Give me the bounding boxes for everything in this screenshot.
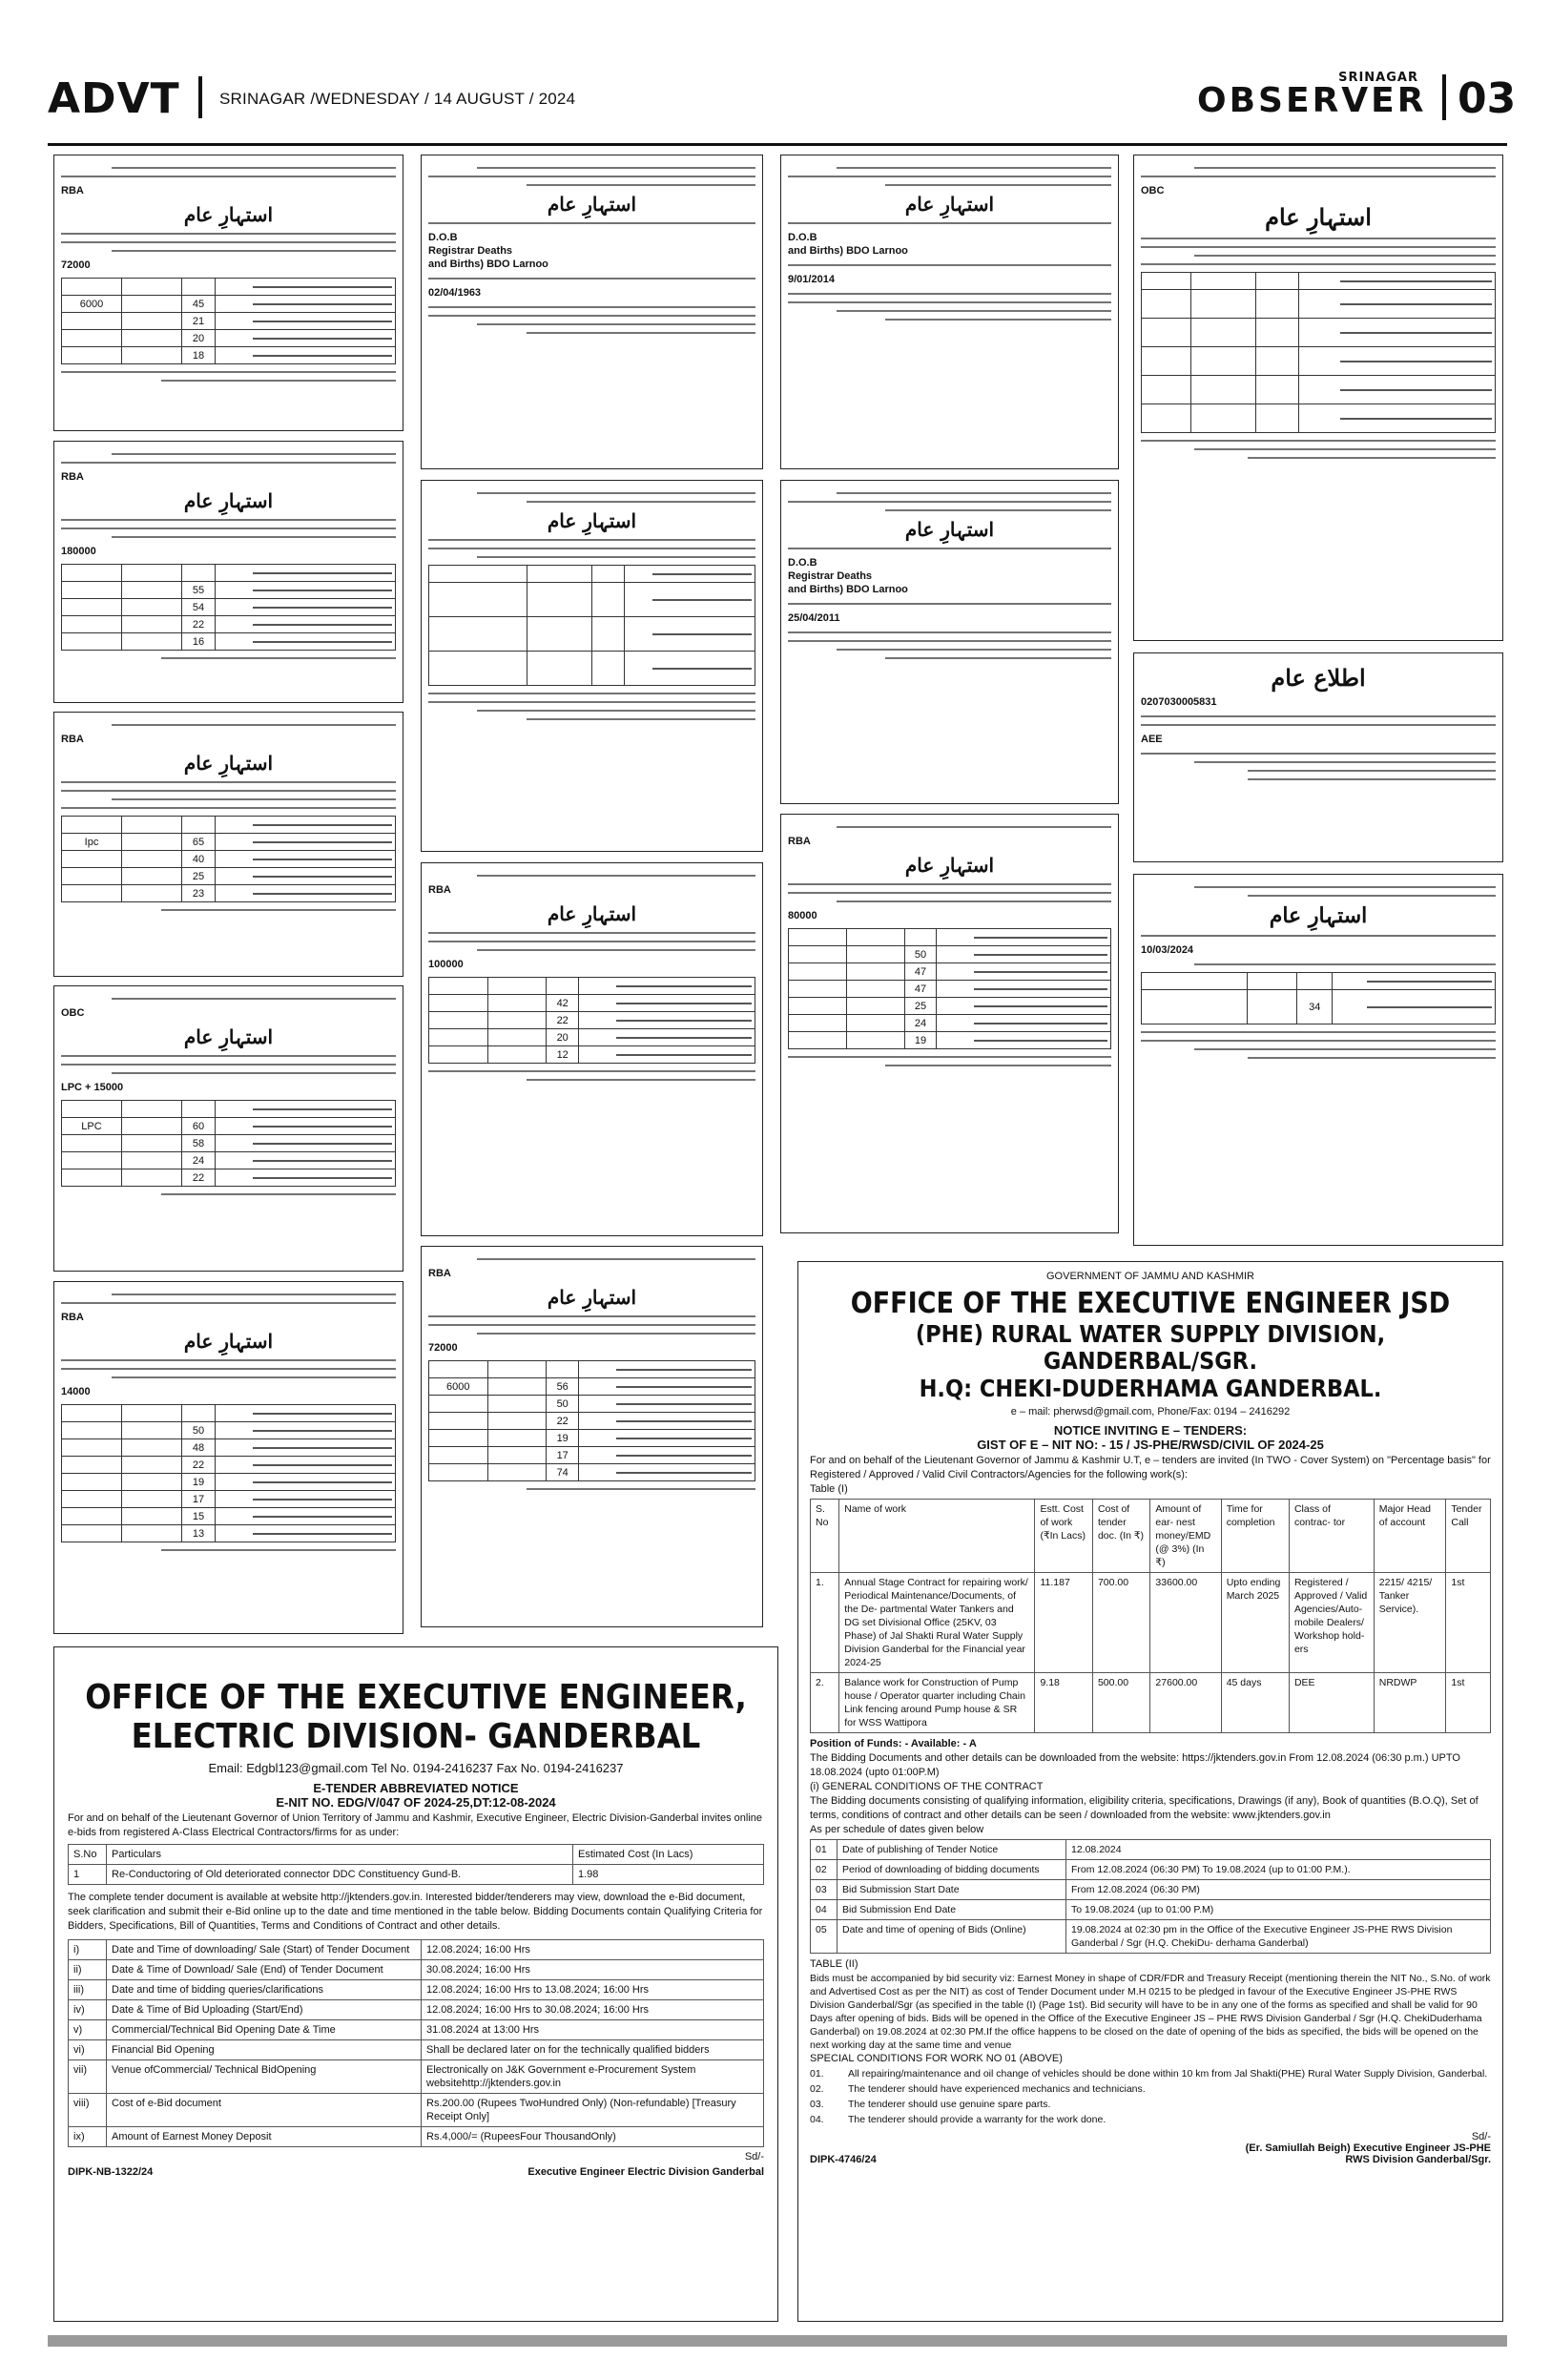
masthead-divider	[198, 76, 202, 118]
latin-fragment: OBC	[1141, 185, 1165, 197]
cell: 1	[69, 1864, 107, 1884]
cell: Date and Time of downloading/ Sale (Start) of Tender Document	[107, 1939, 422, 1959]
latin-fragment: D.O.B	[428, 232, 458, 243]
latin-fragment: 74	[547, 1464, 579, 1481]
schedule-row	[69, 2093, 764, 2126]
cell: 12.08.2024; 16:00 Hrs to 13.08.2024; 16:00 Hrs	[422, 1979, 764, 1999]
schedule-row	[811, 1899, 1491, 1919]
latin-fragment: 10/03/2024	[1141, 944, 1194, 956]
cell: 05	[811, 1919, 838, 1953]
urdu-table	[61, 564, 396, 651]
col-header: S. No	[811, 1499, 839, 1572]
latin-fragment: 65	[182, 834, 216, 851]
schedule-row	[811, 1859, 1491, 1879]
latin-fragment: RBA	[61, 185, 84, 197]
cell: 12.08.2024; 16:00 Hrs	[422, 1939, 764, 1959]
urdu-notice: RBA استہارِ عام 14000 50 48 22 19 17 15 13	[53, 1281, 403, 1634]
latin-fragment: 50	[182, 1422, 216, 1439]
condition-number: 02.	[810, 2082, 824, 2095]
signatory: (Er. Samiullah Beigh) Executive Engineer JS-PHE	[1245, 2142, 1491, 2154]
govt-line: GOVERNMENT OF JAMMU AND KASHMIR	[1046, 1271, 1254, 1282]
latin-fragment: 20	[547, 1029, 579, 1046]
latin-fragment: 22	[182, 616, 216, 633]
cell: 30.08.2024; 16:00 Hrs	[422, 1959, 764, 1979]
cell: Electronically on J&K Government e-Procurement System websitehttp://jktenders.gov.in	[422, 2059, 764, 2093]
condition-text: The tenderer should have experienced mechanics and technicians.	[848, 2082, 1146, 2095]
cell: Cost of e-Bid document	[107, 2093, 422, 2126]
col-header: Class of contrac- tor	[1289, 1499, 1374, 1572]
cell: Date and time of bidding queries/clarifications	[107, 1979, 422, 1999]
sd-mark: Sd/-	[744, 2150, 764, 2163]
urdu-table	[1141, 972, 1496, 1024]
latin-fragment: 47	[904, 963, 937, 981]
latin-fragment: 50	[547, 1396, 579, 1413]
cell: Date & Time of Bid Uploading (Start/End)	[107, 1999, 422, 2019]
schedule-row	[811, 1879, 1491, 1899]
schedule-table	[68, 1939, 764, 2147]
schedule-label: As per schedule of dates given below	[810, 1823, 984, 1835]
intro-para: For and on behalf of the Lieutenant Governor of Jammu & Kashmir U.T, e – tenders are invited (In TWO - Cover System) on "Percentage basis" for Registered / Approved / Valid Civil Contractors/Agencies for the following work(s):	[810, 1454, 1491, 1480]
gist-line: GIST OF E – NIT NO: - 15 / JS-PHE/RWSD/CIVIL OF 2024-25	[977, 1437, 1324, 1452]
page-number: 03	[1458, 74, 1517, 123]
cell: 03	[811, 1879, 838, 1899]
notice-title: H.Q: CHEKI-DUDERHAMA GANDERBAL.	[919, 1375, 1382, 1402]
table-row	[811, 1572, 1491, 1672]
cell: Date and time of opening of Bids (Online)	[838, 1919, 1066, 1953]
col-header: Tender Call	[1446, 1499, 1491, 1572]
download-line: The Bidding Documents and other details can be downloaded from the website: https://jktenders.gov.in From 12.08.2024 (06:30 p.m.) UPTO 18.08.2024 (upto 01:00P.M)	[810, 1751, 1460, 1778]
condition-number: 01.	[810, 2067, 824, 2080]
cell: Re-Conductoring of Old deteriorated connector DDC Constituency Gund-B.	[107, 1864, 573, 1884]
jsd-phe-tender-notice	[797, 1261, 1503, 2322]
col-header: Time for completion	[1221, 1499, 1289, 1572]
latin-fragment: 100000	[428, 959, 464, 970]
latin-fragment: 02/04/1963	[428, 287, 482, 299]
notice-title: (PHE) RURAL WATER SUPPLY DIVISION, GANDERBAL/SGR.	[915, 1319, 1386, 1376]
urdu-table	[428, 1360, 755, 1481]
latin-fragment: 19	[182, 1474, 216, 1491]
latin-fragment: 50	[904, 946, 937, 963]
cell: 01	[811, 1839, 838, 1859]
cell: Date & Time of Download/ Sale (End) of Tender Document	[107, 1959, 422, 1979]
urdu-notice: استہارِ عام 10/03/2024 34	[1133, 874, 1503, 1246]
col-header: S.No	[69, 1844, 107, 1864]
schedule-row	[69, 1959, 764, 1979]
cell: 500.00	[1092, 1672, 1149, 1732]
sd-mark: Sd/-	[1471, 2130, 1491, 2142]
table-row	[811, 1672, 1491, 1732]
latin-fragment: RBA	[428, 1268, 451, 1279]
section-label: ADVT	[48, 74, 180, 123]
urdu-table	[61, 1404, 396, 1542]
latin-fragment: 9/01/2014	[788, 274, 835, 285]
brand-logo	[1197, 71, 1427, 120]
cell: 1st	[1446, 1572, 1491, 1672]
cell: Shall be declared later on for the technically qualified bidders	[422, 2039, 764, 2059]
latin-fragment: 58	[182, 1135, 216, 1152]
works-table	[810, 1499, 1491, 1733]
cell: 9.18	[1035, 1672, 1092, 1732]
intro-para: For and on behalf of the Lieutenant Governor of Union Territory of Jammu and Kashmir, Executive Engineer, Electric Division-Ganderbal invites online e-bids from registered A-Class Electrical Contractors/firms for as under:	[68, 1811, 763, 1838]
dateline: SRINAGAR /WEDNESDAY / 14 AUGUST / 2024	[219, 90, 576, 108]
condition-text: The tenderer should provide a warranty for the work done.	[848, 2113, 1106, 2125]
cell: v)	[69, 2019, 107, 2039]
cell: 1.	[811, 1572, 839, 1672]
urdu-table	[788, 928, 1111, 1049]
table-header-row	[811, 1499, 1491, 1572]
special-label: SPECIAL CONDITIONS FOR WORK NO 01 (ABOVE)	[810, 2052, 1063, 2064]
signatory: RWS Division Ganderbal/Sgr.	[1345, 2153, 1491, 2165]
latin-fragment: and Births) BDO Larnoo	[428, 259, 548, 270]
urdu-table	[428, 977, 755, 1064]
latin-fragment: 22	[547, 1413, 579, 1430]
cell: Rs.4,000/= (RupeesFour ThousandOnly)	[422, 2126, 764, 2146]
urdu-notice: استہارِ عام	[421, 480, 763, 852]
latin-fragment: 19	[547, 1430, 579, 1447]
latin-fragment: 45	[182, 296, 216, 313]
col-header: Amount of ear- nest money/EMD (@ 3%) (In ₹)	[1150, 1499, 1221, 1572]
latin-fragment: 80000	[788, 910, 817, 921]
urdu-notice: استہارِ عام D.O.B Registrar Deaths and Births) BDO Larnoo 25/04/2011	[780, 480, 1119, 804]
masthead	[48, 71, 1517, 132]
schedule-row	[69, 2059, 764, 2093]
urdu-notice: RBA استہارِ عام 180000 55 54 22 16	[53, 441, 403, 703]
latin-fragment: RBA	[61, 734, 84, 745]
latin-fragment: 24	[182, 1152, 216, 1169]
brand-top: SRINAGAR	[1338, 71, 1418, 85]
position-of-funds: Position of Funds: - Available: - A	[810, 1737, 977, 1749]
latin-fragment: 25	[182, 868, 216, 885]
col-header: Estimated Cost (In Lacs)	[573, 1844, 764, 1864]
cell: Annual Stage Contract for repairing work/ Periodical Maintenance/Documents, of the De- partmental Water Tankers and DG set Divisional Office (25KV, 03 Phase) of Jal Shakti Rural Water Supply Division Ganderbal for the Financial year 2024-25	[839, 1572, 1035, 1672]
cell: vii)	[69, 2059, 107, 2093]
urdu-notice: استہارِ عام D.O.B Registrar Deaths and Births) BDO Larnoo 02/04/1963	[421, 155, 763, 469]
cell: Bid Submission Start Date	[838, 1879, 1066, 1899]
latin-fragment: 19	[904, 1032, 937, 1049]
latin-fragment: 47	[904, 981, 937, 998]
latin-fragment: 55	[182, 582, 216, 599]
urdu-notice: RBA استہارِ عام Ipc 65 40 25 23	[53, 712, 403, 977]
notice-type: NOTICE INVITING E – TENDERS:	[1053, 1422, 1248, 1438]
cell: i)	[69, 1939, 107, 1959]
condition-text: The tenderer should use genuine spare parts.	[848, 2098, 1051, 2110]
masthead-divider	[1442, 74, 1446, 120]
cell: 2215/ 4215/ Tanker Service).	[1374, 1572, 1446, 1672]
latin-fragment: 18	[182, 347, 216, 364]
latin-fragment: RBA	[61, 471, 84, 483]
cell: DEE	[1289, 1672, 1374, 1732]
latin-fragment: 54	[182, 599, 216, 616]
cell: 11.187	[1035, 1572, 1092, 1672]
cell: From 12.08.2024 (06:30 PM) To 19.08.2024 (up to 01:00 P.M.).	[1066, 1859, 1491, 1879]
latin-fragment: 25/04/2011	[788, 612, 840, 624]
latin-fragment: 0207030005831	[1141, 696, 1217, 708]
urdu-notice: OBC استہارِ عام	[1133, 155, 1503, 641]
table2-label: TABLE (II)	[810, 1957, 858, 1970]
condition-number: 03.	[810, 2098, 824, 2110]
latin-fragment: LPC + 15000	[61, 1082, 124, 1093]
latin-fragment: 16	[182, 633, 216, 651]
cell: viii)	[69, 2093, 107, 2126]
dipk-ref: DIPK-NB-1322/24	[68, 2165, 154, 2178]
urdu-notice: RBA استہارِ عام 72000 6000 45 21 20 18	[53, 155, 403, 431]
latin-fragment: OBC	[61, 1007, 85, 1019]
cell: 27600.00	[1150, 1672, 1221, 1732]
cell: 12.08.2024; 16:00 Hrs to 30.08.2024; 16:00 Hrs	[422, 1999, 764, 2019]
cell: Date of publishing of Tender Notice	[838, 1839, 1066, 1859]
urdu-notice: OBC استہارِ عام LPC + 15000 LPC 60 58 24 22	[53, 985, 403, 1272]
urdu-table	[61, 278, 396, 364]
cell: Venue ofCommercial/ Technical BidOpening	[107, 2059, 422, 2093]
bids-para: Bids must be accompanied by bid security viz: Earnest Money in shape of CDR/FDR and Treasury Receipt (mentioning therein the NIT No., S.No. of work and Advertised Cost as per the NIT) as cost of Tender Document under M.H 0215 to be pledged in favour of the Executive Engineer JS-PHE RWS Division Ganderbal/Sgr (as specified in the table (I) (Page 1st). Bid security will have to be in any one of the forms as specified and shall be valid for 90 Days after opening of bids. Bids will be opened in the Office of the Executive Engineer JS – PHE RWS Division Ganderbal / Sgr (H.Q. ChekiDuderhama Ganderbal) on 19.08.2024 at 02:30 PM.If the office happens to be closed on the date of opening of the bids as specified, the bids will be opened on the next working day at the same time and venue	[810, 1972, 1491, 2051]
latin-fragment: 17	[182, 1491, 216, 1508]
cell: 45 days	[1221, 1672, 1289, 1732]
latin-fragment: Ipc	[62, 834, 122, 851]
latin-fragment: RBA	[61, 1312, 84, 1323]
notice-title: OFFICE OF THE EXECUTIVE ENGINEER JSD	[850, 1287, 1451, 1320]
signatory: Executive Engineer Electric Division Ganderbal	[527, 2165, 764, 2178]
condition-text: All repairing/maintenance and oil change of vehicles should be done within 10 km from Jal Shakti(PHE) Rural Water Supply Division, Ganderbal.	[848, 2067, 1488, 2080]
latin-fragment: 17	[547, 1447, 579, 1464]
latin-fragment: 24	[904, 1015, 937, 1032]
latin-fragment: 72000	[61, 259, 91, 271]
schedule-row	[69, 1979, 764, 1999]
cell: NRDWP	[1374, 1672, 1446, 1732]
footer-rule	[48, 2335, 1507, 2347]
latin-fragment: RBA	[788, 836, 811, 847]
schedule-row	[69, 1999, 764, 2019]
col-header: Estt. Cost of work (₹In Lacs)	[1035, 1499, 1092, 1572]
schedule-table	[810, 1839, 1491, 1954]
latin-fragment: 48	[182, 1439, 216, 1457]
special-condition	[810, 2081, 1491, 2097]
dipk-ref: DIPK-4746/24	[810, 2153, 877, 2165]
latin-fragment: 25	[904, 998, 937, 1015]
cell: iv)	[69, 1999, 107, 2019]
cell: Financial Bid Opening	[107, 2039, 422, 2059]
latin-fragment: D.O.B	[788, 557, 817, 569]
special-condition	[810, 2112, 1491, 2127]
cell: iii)	[69, 1979, 107, 1999]
nit-number: E-NIT NO. EDG/V/047 OF 2024-25,DT:12-08-2024	[276, 1794, 556, 1810]
cell: Bid Submission End Date	[838, 1899, 1066, 1919]
latin-fragment: 22	[547, 1012, 579, 1029]
cell: 1st	[1446, 1672, 1491, 1732]
notice-title: ELECTRIC DIVISION- GANDERBAL	[131, 1717, 701, 1757]
latin-fragment: 14000	[61, 1386, 91, 1397]
cell: Rs.200.00 (Rupees TwoHundred Only) (Non-refundable) [Treasury Receipt Only]	[422, 2093, 764, 2126]
urdu-notice: اطلاع عام 0207030005831 AEE	[1133, 652, 1503, 862]
cell: From 12.08.2024 (06:30 PM)	[1066, 1879, 1491, 1899]
latin-fragment: 40	[182, 851, 216, 868]
latin-fragment: 22	[182, 1457, 216, 1474]
latin-fragment: 20	[182, 330, 216, 347]
cell: ii)	[69, 1959, 107, 1979]
documents-line: The Bidding documents consisting of qualifying information, eligibility criteria, specifications, Drawings (if any), Book of quantities (B.O.Q), Set of terms, conditions of contract and other details can be seen / downloaded from the website: www.jktenders.gov.in	[810, 1794, 1479, 1821]
col-header: Name of work	[839, 1499, 1035, 1572]
schedule-row	[69, 2039, 764, 2059]
cell: Period of downloading of bidding documents	[838, 1859, 1066, 1879]
notice-type: E-TENDER ABBREVIATED NOTICE	[313, 1780, 519, 1795]
col-header: Particulars	[107, 1844, 573, 1864]
cell: Commercial/Technical Bid Opening Date & Time	[107, 2019, 422, 2039]
contact-line: e – mail: pherwsd@gmail.com, Phone/Fax: 0194 – 2416292	[1010, 1405, 1291, 1418]
latin-fragment: 60	[182, 1118, 216, 1135]
cell: Balance work for Construction of Pump house / Operator quarter including Chain Link fencing around Pump house & SR for WSS Wattipora	[839, 1672, 1035, 1732]
cell: 1.98	[573, 1864, 764, 1884]
latin-fragment: 21	[182, 313, 216, 330]
cell: 19.08.2024 at 02:30 pm in the Office of the Executive Engineer JS-PHE RWS Division Ganderbal / Sgr (H.Q. ChekiDu- derhama Ganderbal)	[1066, 1919, 1491, 1953]
urdu-notice: RBA استہارِ عام 72000 6000 56 50 22 19 17 74	[421, 1246, 763, 1627]
cell: 2.	[811, 1672, 839, 1732]
urdu-table	[61, 1100, 396, 1187]
latin-fragment: and Births) BDO Larnoo	[788, 245, 908, 257]
col-header: Major Head of account	[1374, 1499, 1446, 1572]
urdu-table	[428, 565, 755, 686]
latin-fragment: Registrar Deaths	[428, 245, 513, 257]
table-label: Table (I)	[810, 1482, 848, 1495]
latin-fragment: 13	[182, 1525, 216, 1542]
condition-number: 04.	[810, 2113, 824, 2125]
latin-fragment: and Births) BDO Larnoo	[788, 584, 908, 595]
latin-fragment: Registrar Deaths	[788, 570, 873, 582]
schedule-row	[69, 2019, 764, 2039]
latin-fragment: 6000	[62, 296, 122, 313]
schedule-row	[811, 1839, 1491, 1859]
cell: ix)	[69, 2126, 107, 2146]
cell: vi)	[69, 2039, 107, 2059]
latin-fragment: 6000	[429, 1378, 488, 1396]
latin-fragment: 180000	[61, 546, 96, 557]
latin-fragment: 12	[547, 1046, 579, 1064]
cell: 31.08.2024 at 13:00 Hrs	[422, 2019, 764, 2039]
schedule-row	[69, 2126, 764, 2146]
urdu-notice: RBA استہارِ عام 80000 50 47 47 25 24 19	[780, 814, 1119, 1233]
cell: 04	[811, 1899, 838, 1919]
contact-line: Email: Edgbl123@gmail.com Tel No. 0194-2416237 Fax No. 0194-2416237	[208, 1760, 624, 1775]
tender-para: The complete tender document is available at website http://jktenders.gov.in. Interested bidder/tenderers may view, download the e-Bid document, seek clarification and submit their e-Bid online up to the date and time mentioned in the table below. Bidding Documents contain Qualifying Criteria for Bidders, Specifications, Bill of Quantities, Terms and Conditions of Contract and other details.	[68, 1891, 763, 1932]
latin-fragment: 15	[182, 1508, 216, 1525]
general-conditions: (i) GENERAL CONDITIONS OF THE CONTRACT	[810, 1780, 1044, 1792]
urdu-table	[61, 816, 396, 902]
latin-fragment: 42	[547, 995, 579, 1012]
special-condition	[810, 2066, 1491, 2081]
urdu-table	[1141, 272, 1496, 433]
brand-name: OBSERVER	[1197, 81, 1427, 120]
latin-fragment: AEE	[1141, 734, 1163, 745]
special-condition	[810, 2097, 1491, 2112]
cell: Upto ending March 2025	[1221, 1572, 1289, 1672]
special-conditions	[810, 2066, 1491, 2127]
schedule-row	[69, 1939, 764, 1959]
cell: To 19.08.2024 (up to 01:00 P.M)	[1066, 1899, 1491, 1919]
cell: 33600.00	[1150, 1572, 1221, 1672]
masthead-rule	[48, 143, 1507, 146]
latin-fragment: D.O.B	[788, 232, 817, 243]
cell: 700.00	[1092, 1572, 1149, 1672]
col-header: Cost of tender doc. (In ₹)	[1092, 1499, 1149, 1572]
electric-division-tender-notice	[53, 1646, 778, 2322]
cell: Registered / Approved / Valid Agencies/Auto- mobile Dealers/ Workshop hold- ers	[1289, 1572, 1374, 1672]
latin-fragment: RBA	[428, 884, 451, 896]
notice-title: OFFICE OF THE EXECUTIVE ENGINEER,	[85, 1678, 747, 1717]
latin-fragment: 23	[182, 885, 216, 902]
cell: Amount of Earnest Money Deposit	[107, 2126, 422, 2146]
latin-fragment: 56	[547, 1378, 579, 1396]
cell: 02	[811, 1859, 838, 1879]
urdu-notice: RBA استہارِ عام 100000 42 22 20 12	[421, 862, 763, 1236]
latin-fragment: LPC	[62, 1118, 122, 1135]
cell: 12.08.2024	[1066, 1839, 1491, 1859]
latin-fragment: 72000	[428, 1342, 458, 1354]
schedule-row	[811, 1919, 1491, 1953]
urdu-notice: استہارِ عام D.O.B and Births) BDO Larnoo 9/01/2014	[780, 155, 1119, 469]
latin-fragment: 22	[182, 1169, 216, 1187]
works-table	[68, 1844, 764, 1885]
latin-fragment: 34	[1297, 990, 1333, 1024]
